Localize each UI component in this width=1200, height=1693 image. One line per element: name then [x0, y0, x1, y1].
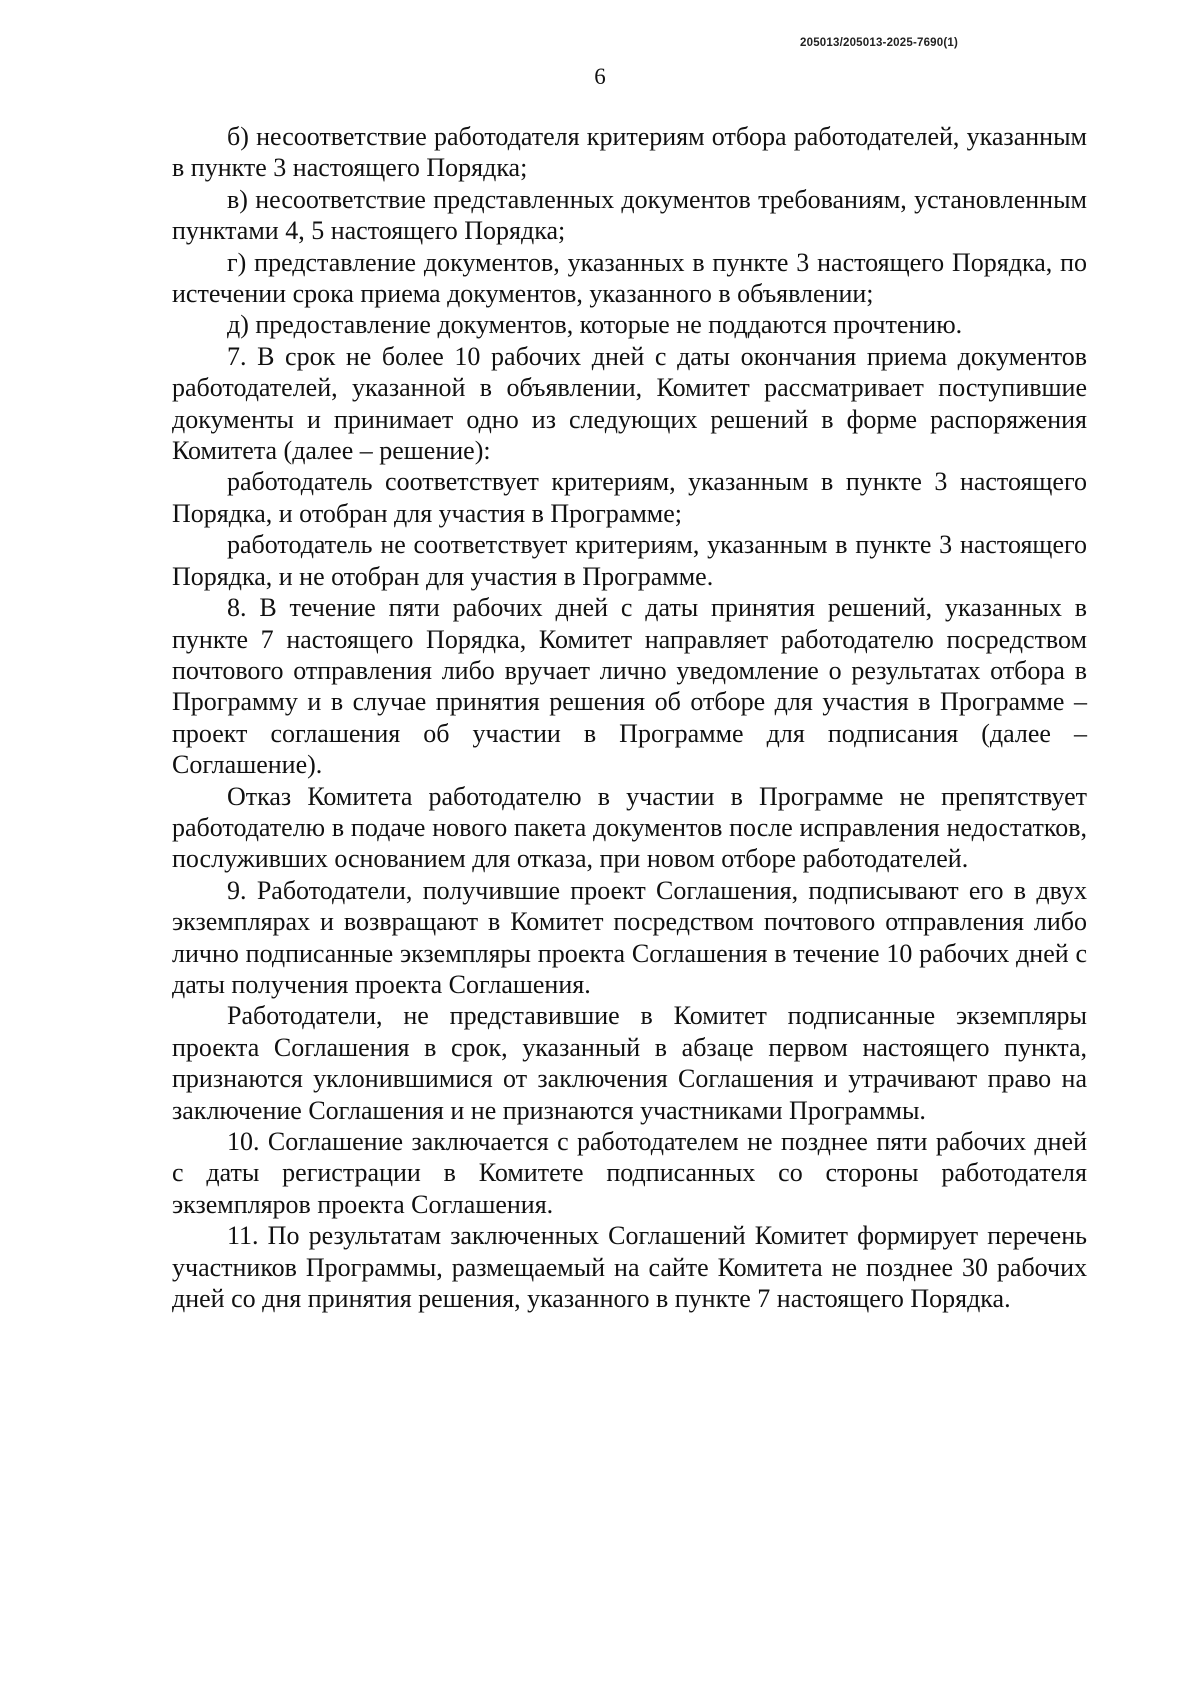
paragraph-11: 11. По результатам заключенных Соглашений Комитет формирует перечень участников Программы, размещаемый на сайте Комитета не позднее 30 рабочих дней со дня принятия решения, указанного в пункте 7 настоящего Порядка.: [172, 1221, 1087, 1314]
paragraph-8: 8. В течение пяти рабочих дней с даты принятия решений, указанных в пункте 7 настоящего Порядка, Комитет направляет работодателю посредством почтового отправления либо вручает лично уведомление о результатах отбора в Программу и в случае принятия решения об отборе для участия в Программе – проект соглашения об участии в Программе для подписания (далее – Соглашение).: [172, 593, 1087, 780]
paragraph-9: 9. Работодатели, получившие проект Соглашения, подписывают его в двух экземплярах и возвращают в Комитет посредством почтового отправления либо лично подписанные экземпляры проекта Соглашения в течение 10 рабочих дней с даты получения проекта Соглашения.: [172, 875, 1087, 999]
paragraph-b: б) несоответствие работодателя критериям отбора работодателей, указанным в пункте 3 настоящего Порядка;: [172, 122, 1087, 183]
paragraph-10: 10. Соглашение заключается с работодателем не позднее пяти рабочих дней с даты регистрации в Комитете подписанных со стороны работодателя экземпляров проекта Соглашения.: [172, 1127, 1087, 1219]
document-body: [172, 121, 1087, 1314]
paragraph-g: г) представление документов, указанных в пункте 3 настоящего Порядка, по истечении срока приема документов, указанного в объявлении;: [172, 247, 1087, 309]
paragraph-7: 7. В срок не более 10 рабочих дней с даты окончания приема документов работодателей, указанной в объявлении, Комитет рассматривает поступившие документы и принимает одно из следующих решений в форме распоряжения Комитета (далее – решение):: [172, 341, 1087, 466]
paragraph-7-option-rejected: работодатель не соответствует критериям, указанным в пункте 3 настоящего Порядка, и не отобран для участия в Программе.: [172, 530, 1087, 591]
document-id: 205013/205013-2025-7690(1): [800, 37, 959, 49]
paragraph-9-evasion: Работодатели, не представившие в Комитет подписанные экземпляры проекта Соглашения в срок, указанный в абзаце первом настоящего пункта, признаются уклонившимися от заключения Соглашения и утрачивают право на заключение Соглашения и не признаются участниками Программы.: [172, 1001, 1087, 1125]
page-number: 6: [594, 64, 606, 89]
paragraph-7-option-selected: работодатель соответствует критериям, указанным в пункте 3 настоящего Порядка, и отобран для участия в Программе;: [172, 467, 1087, 528]
paragraph-v: в) несоответствие представленных документов требованиям, установленным пунктами 4, 5 настоящего Порядка;: [172, 184, 1087, 246]
paragraph-d: д) предоставление документов, которые не поддаются прочтению.: [227, 310, 963, 340]
paragraph-8-refusal: Отказ Комитета работодателю в участии в Программе не препятствует работодателю в подаче нового пакета документов после исправления недостатков, послуживших основанием для отказа, при новом отборе работодателей.: [172, 781, 1087, 874]
